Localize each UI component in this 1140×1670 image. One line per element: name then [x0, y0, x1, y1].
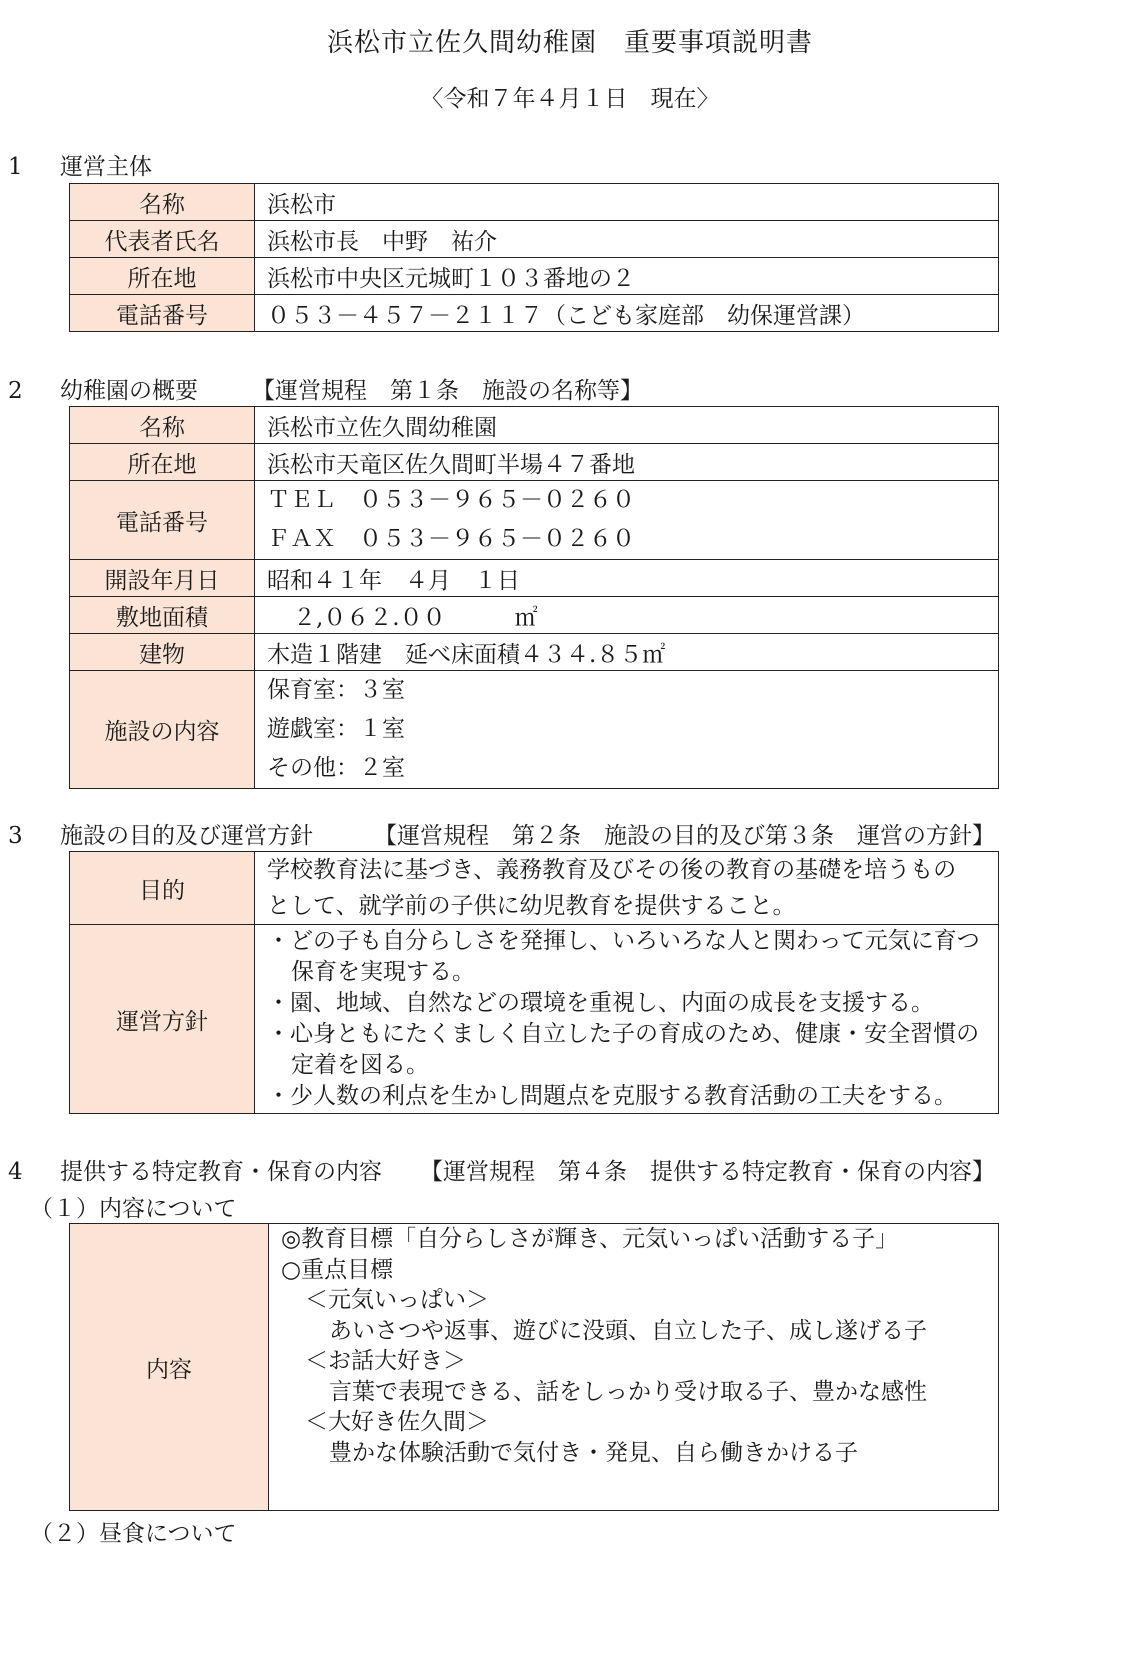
kindergarten-table	[69, 406, 999, 789]
section4-sub2: （２）昼食について	[30, 1521, 237, 1547]
operator-representative-value: 浜松市長 中野 祐介	[255, 221, 999, 258]
page-title: 浜松市立佐久間幼稚園 重要事項説明書	[326, 28, 813, 58]
content-value	[269, 1224, 999, 1511]
focus-item-text: 豊かな体験活動で気付き・発見、自ら働きかける子	[329, 1439, 858, 1466]
facility-label: 施設の内容	[70, 671, 255, 789]
operator-address-value: 浜松市中央区元城町１０３番地の２	[255, 258, 999, 295]
operator-phone-value: ０５３－４５７－２１１７（こども家庭部 幼保運営課）	[255, 295, 999, 332]
kindergarten-row-name	[70, 407, 999, 444]
kindergarten-name-label: 名称	[70, 407, 255, 444]
focus-item-head: ＜元気いっぱい＞	[305, 1287, 489, 1313]
kindergarten-row-building	[70, 634, 999, 671]
policy-label: 運営方針	[70, 925, 255, 1114]
facility-line: 保育室：３室	[267, 677, 405, 703]
section4-title: 提供する特定教育・保育の内容	[60, 1159, 382, 1185]
section1-heading	[8, 148, 152, 181]
focus-item-head: ＜大好き佐久間＞	[305, 1409, 489, 1435]
kindergarten-address-value: 浜松市天竜区佐久間町半場４７番地	[255, 444, 999, 481]
education-goal: ◎教育目標「自分らしさが輝き、元気いっぱい活動する子」	[281, 1226, 899, 1252]
kindergarten-row-site-area	[70, 597, 999, 634]
policy-row	[70, 925, 999, 1114]
purpose-line: 学校教育法に基づき、義務教育及びその後の教育の基礎を培うもの	[267, 857, 957, 883]
kindergarten-row-facility	[70, 671, 999, 789]
operator-row-phone	[70, 295, 999, 332]
site-area-value: ２,０６２.００ ㎡	[255, 597, 999, 634]
section1-title: 運営主体	[60, 154, 152, 180]
tel-number: ＴＥＬ ０５３－９６５－０２６０	[267, 487, 635, 513]
content-row	[70, 1224, 999, 1511]
facility-line: その他：２室	[267, 755, 405, 781]
operator-row-representative	[70, 221, 999, 258]
section2-number: 2	[8, 378, 23, 404]
section2-title: 幼稚園の概要	[60, 378, 198, 404]
policy-item: ・心身ともにたくましく自立した子の育成のため、健康・安全習慣の定着を図る。	[267, 1021, 980, 1078]
section4-number: 4	[8, 1159, 23, 1185]
operator-row-address	[70, 258, 999, 295]
focus-item-head: ＜お話大好き＞	[305, 1348, 466, 1374]
kindergarten-address-label: 所在地	[70, 444, 255, 481]
policy-item: ・園、地域、自然などの環境を重視し、内面の成長を支援する。	[267, 990, 934, 1016]
policy-item: ・少人数の利点を生かし問題点を克服する教育活動の工夫をする。	[267, 1083, 957, 1109]
section4-heading	[8, 1153, 382, 1186]
section3-number: 3	[8, 823, 23, 849]
content-label: 内容	[70, 1224, 269, 1511]
opened-label: 開設年月日	[70, 560, 255, 597]
focus-item-text: 言葉で表現できる、話をしっかり受け取る子、豊かな感性	[329, 1378, 927, 1405]
section4-sub1: （１）内容について	[30, 1196, 237, 1222]
facility-line: 遊戯室：１室	[267, 716, 405, 742]
purpose-table	[69, 851, 999, 1114]
purpose-line: として、就学前の子供に幼児教育を提供すること。	[267, 893, 796, 919]
operator-address-label: 所在地	[70, 258, 255, 295]
focus-item-text: あいさつや返事、遊びに没頭、自立した子、成し遂げる子	[329, 1317, 927, 1344]
policy-value	[255, 925, 999, 1114]
site-area-label: 敷地面積	[70, 597, 255, 634]
purpose-value	[255, 852, 999, 925]
operator-name-label: 名称	[70, 184, 255, 221]
policy-item: ・どの子も自分らしさを発揮し、いろいろな人と関わって元気に育つ保育を実現する。	[267, 928, 980, 985]
section2-heading	[8, 372, 198, 405]
page-date: 〈令和７年４月１日 現在〉	[420, 86, 720, 112]
fax-number: ＦＡＸ ０５３－９６５－０２６０	[267, 526, 635, 552]
focus-goals-heading: ○重点目標	[281, 1256, 394, 1283]
kindergarten-phone-value	[255, 481, 999, 560]
opened-value: 昭和４１年 ４月 １日	[255, 560, 999, 597]
section2-reference: 【運営規程 第１条 施設の名称等】	[252, 378, 643, 404]
purpose-row	[70, 852, 999, 925]
operator-name-value: 浜松市	[255, 184, 999, 221]
operator-representative-label: 代表者氏名	[70, 221, 255, 258]
facility-value	[255, 671, 999, 789]
building-value: 木造１階建 延べ床面積４３４.８５㎡	[255, 634, 999, 671]
kindergarten-row-phone	[70, 481, 999, 560]
kindergarten-name-value: 浜松市立佐久間幼稚園	[255, 407, 999, 444]
section3-title: 施設の目的及び運営方針	[60, 823, 313, 849]
content-table	[69, 1223, 999, 1511]
operator-phone-label: 電話番号	[70, 295, 255, 332]
section3-heading	[8, 817, 313, 850]
section1-number: 1	[8, 154, 23, 180]
operator-row-name	[70, 184, 999, 221]
section3-reference: 【運営規程 第２条 施設の目的及び第３条 運営の方針】	[374, 823, 995, 849]
purpose-label: 目的	[70, 852, 255, 925]
operator-table	[69, 183, 999, 332]
section4-reference: 【運営規程 第４条 提供する特定教育・保育の内容】	[420, 1159, 995, 1185]
kindergarten-row-opened	[70, 560, 999, 597]
building-label: 建物	[70, 634, 255, 671]
kindergarten-row-address	[70, 444, 999, 481]
kindergarten-phone-label: 電話番号	[70, 481, 255, 560]
